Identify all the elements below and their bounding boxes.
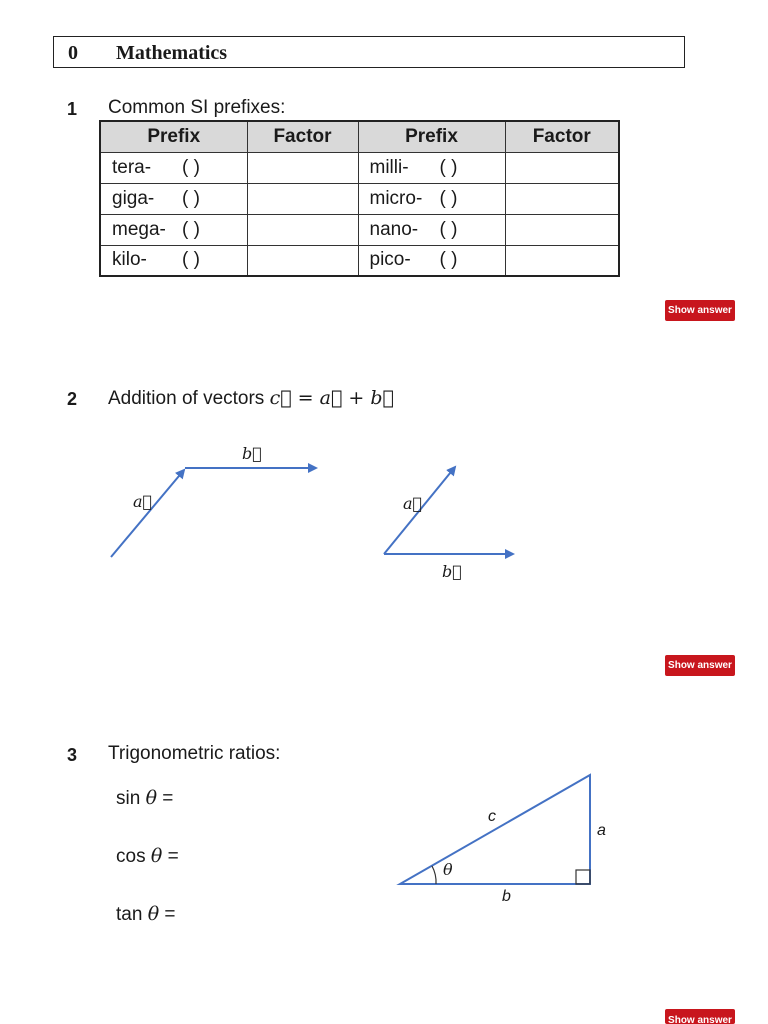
angle-arc [432, 866, 436, 884]
cos-formula: cos θ = [116, 845, 179, 867]
show-answer-button-2[interactable]: Show answer [665, 655, 735, 676]
sin-formula: sin θ = [116, 787, 174, 809]
question-3-number: 3 [67, 745, 78, 765]
vector-a-label: a⃗ [403, 494, 423, 513]
factor-cell[interactable] [505, 183, 619, 214]
header-factor-2: Factor [505, 121, 619, 152]
side-c-label: c [488, 808, 496, 825]
table-row [100, 152, 619, 183]
question-1-text: Common SI prefixes: [108, 97, 286, 118]
question-2-number: 2 [67, 389, 78, 409]
vector-diagrams [0, 430, 768, 600]
prefix-cell: pico- ( ) [358, 245, 505, 276]
prefix-cell: milli- ( ) [358, 152, 505, 183]
factor-cell[interactable] [505, 152, 619, 183]
prefix-cell: tera- ( ) [100, 152, 247, 183]
right-triangle-diagram [0, 760, 768, 900]
side-b-label: b [502, 888, 511, 905]
prefix-cell: kilo- ( ) [100, 245, 247, 276]
table-row [100, 245, 619, 276]
vector-equation: c⃗ = a⃗ + b⃗ [269, 387, 394, 409]
section-number: 0 [68, 42, 78, 64]
question-1-number: 1 [67, 99, 78, 119]
vector-b-label: b⃗ [442, 562, 462, 581]
table-header-row [100, 121, 619, 152]
question-3-text: Trigonometric ratios: [108, 743, 281, 764]
prefix-cell: nano- ( ) [358, 214, 505, 245]
question-2-text: Addition of vectors c⃗ = a⃗ + b⃗ [108, 387, 394, 409]
right-angle-marker [576, 870, 590, 884]
factor-cell[interactable] [247, 245, 358, 276]
show-answer-button-3[interactable]: Show answer [665, 1009, 735, 1024]
header-factor-1: Factor [247, 121, 358, 152]
theta-label: θ [443, 860, 453, 879]
prefix-cell: giga- ( ) [100, 183, 247, 214]
vector-a-arrow [111, 470, 184, 557]
section-title: Mathematics [116, 42, 228, 64]
show-answer-button-1[interactable]: Show answer [665, 300, 735, 321]
factor-cell[interactable] [247, 152, 358, 183]
factor-cell[interactable] [247, 214, 358, 245]
factor-cell[interactable] [505, 214, 619, 245]
prefix-cell: mega- ( ) [100, 214, 247, 245]
header-prefix-2: Prefix [358, 121, 505, 152]
tan-formula: tan θ = [116, 903, 176, 925]
si-prefix-table [99, 120, 620, 277]
factor-cell[interactable] [247, 183, 358, 214]
prefix-cell: micro- ( ) [358, 183, 505, 214]
section-header [53, 36, 685, 68]
vector-b-label: b⃗ [242, 444, 262, 463]
header-prefix-1: Prefix [100, 121, 247, 152]
factor-cell[interactable] [505, 245, 619, 276]
side-a-label: a [597, 822, 606, 839]
table-row [100, 214, 619, 245]
table-row [100, 183, 619, 214]
triangle-outline [400, 775, 590, 884]
vector-a-label: a⃗ [133, 492, 153, 511]
